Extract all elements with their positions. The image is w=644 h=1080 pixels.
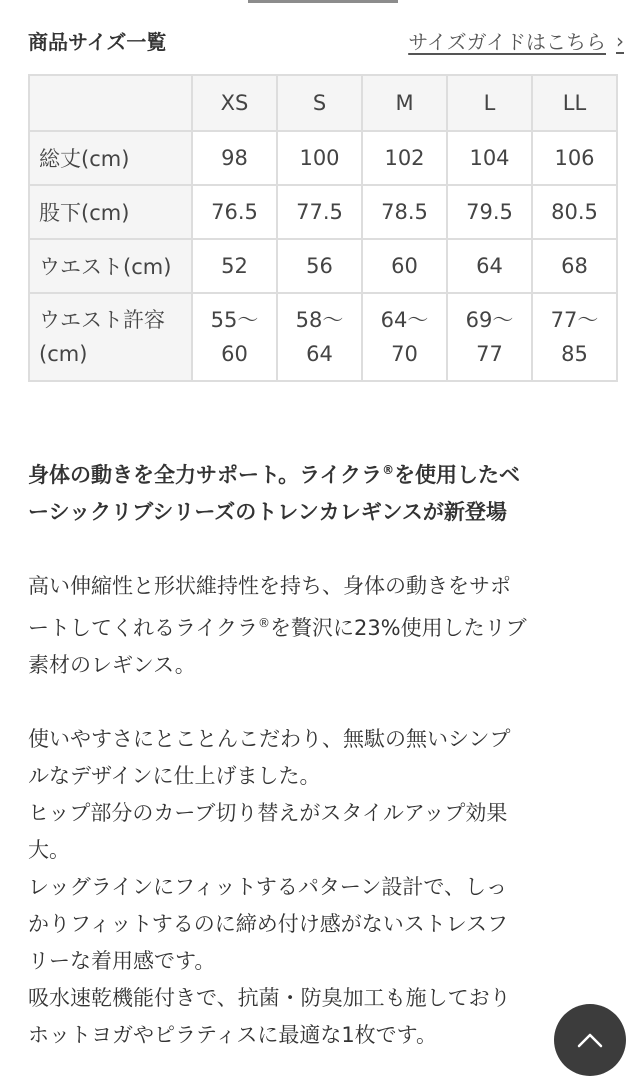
headline-text: 身体の動きを全力サポート。ライクラ: [28, 463, 383, 487]
back-to-top-button[interactable]: [554, 1004, 626, 1076]
range-from: 58〜: [295, 308, 344, 332]
size-table: [28, 74, 618, 382]
description-line: 大。: [28, 838, 70, 862]
description-paragraph: [28, 721, 618, 1054]
description-line: 素材のレギンス。: [28, 653, 196, 677]
table-cell: 64: [447, 239, 532, 293]
size-header-m: M: [362, 75, 447, 131]
table-cell: [362, 293, 447, 381]
description-line: を贅沢に23%使用したリブ: [269, 616, 527, 640]
table-cell: 77.5: [277, 185, 362, 239]
size-header-l: L: [447, 75, 532, 131]
description-line: かりフィットするのに締め付け感がないストレスフ: [28, 912, 509, 936]
table-cell: [277, 293, 362, 381]
product-description: [28, 568, 618, 1054]
table-cell: 79.5: [447, 185, 532, 239]
range-from: 69〜: [465, 308, 514, 332]
table-cell: 56: [277, 239, 362, 293]
table-cell: [192, 293, 277, 381]
table-row: [29, 293, 617, 381]
range-to: 60: [221, 342, 248, 366]
range-to: 85: [561, 342, 588, 366]
registered-mark: ®: [257, 616, 270, 630]
headline-text: を使用したベ: [394, 463, 521, 487]
row-label-waist: ウエスト(cm): [29, 239, 192, 293]
table-cell: 68: [532, 239, 617, 293]
range-from: 55〜: [210, 308, 259, 332]
table-row: [29, 239, 617, 293]
row-label-line: (cm): [39, 342, 88, 366]
paragraph-gap: [28, 684, 618, 721]
description-line: 使いやすさにとことんこだわり、無駄の無いシンプ: [28, 727, 511, 751]
size-header-xs: XS: [192, 75, 277, 131]
table-cell: 102: [362, 131, 447, 185]
description-line: リーな着用感です。: [28, 949, 216, 973]
table-cell: 104: [447, 131, 532, 185]
row-label-line: ウエスト許容: [39, 308, 165, 332]
size-guide-link[interactable]: [408, 26, 624, 55]
description-line: ホットヨガやピラティスに最適な1枚です。: [28, 1023, 437, 1047]
table-cell: 80.5: [532, 185, 617, 239]
size-list-header: [28, 24, 624, 58]
description-line: ヒップ部分のカーブ切り替えがスタイルアップ効果: [28, 801, 508, 825]
table-cell: [447, 293, 532, 381]
range-to: 70: [391, 342, 418, 366]
table-cell: 106: [532, 131, 617, 185]
product-headline: [28, 452, 618, 531]
registered-mark: ®: [382, 463, 395, 477]
table-row: [29, 131, 617, 185]
section-title: 商品サイズ一覧: [28, 30, 167, 54]
table-row: [29, 185, 617, 239]
range-from: 64〜: [380, 308, 429, 332]
size-header-ll: LL: [532, 75, 617, 131]
description-paragraph: [28, 568, 618, 684]
range-from: 77〜: [550, 308, 599, 332]
table-cell: 52: [192, 239, 277, 293]
scroll-indicator: [248, 0, 398, 3]
chevron-right-icon: ›: [616, 28, 624, 53]
table-cell: [532, 293, 617, 381]
description-line: ートしてくれるライクラ: [28, 616, 258, 640]
table-corner-cell: [29, 75, 192, 131]
description-line: 吸水速乾機能付きで、抗菌・防臭加工も施しており: [28, 986, 511, 1010]
headline-text: ーシックリブシリーズのトレンカレギンスが新登場: [28, 500, 507, 524]
description-line: 高い伸縮性と形状維持性を持ち、身体の動きをサポ: [28, 574, 511, 598]
table-cell: 60: [362, 239, 447, 293]
table-cell: 78.5: [362, 185, 447, 239]
size-guide-link-label[interactable]: サイズガイドはこちら: [408, 30, 606, 54]
range-to: 64: [306, 342, 333, 366]
row-label-waist-range: [29, 293, 192, 381]
description-line: ルなデザインに仕上げました。: [28, 764, 321, 788]
table-cell: 76.5: [192, 185, 277, 239]
description-line: レッグラインにフィットするパターン設計で、しっ: [28, 875, 508, 899]
range-to: 77: [476, 342, 503, 366]
table-cell: 100: [277, 131, 362, 185]
table-cell: 98: [192, 131, 277, 185]
row-label-length: 総丈(cm): [29, 131, 192, 185]
chevron-up-icon: [577, 1032, 603, 1048]
row-label-inseam: 股下(cm): [29, 185, 192, 239]
size-header-s: S: [277, 75, 362, 131]
table-header-row: [29, 75, 617, 131]
